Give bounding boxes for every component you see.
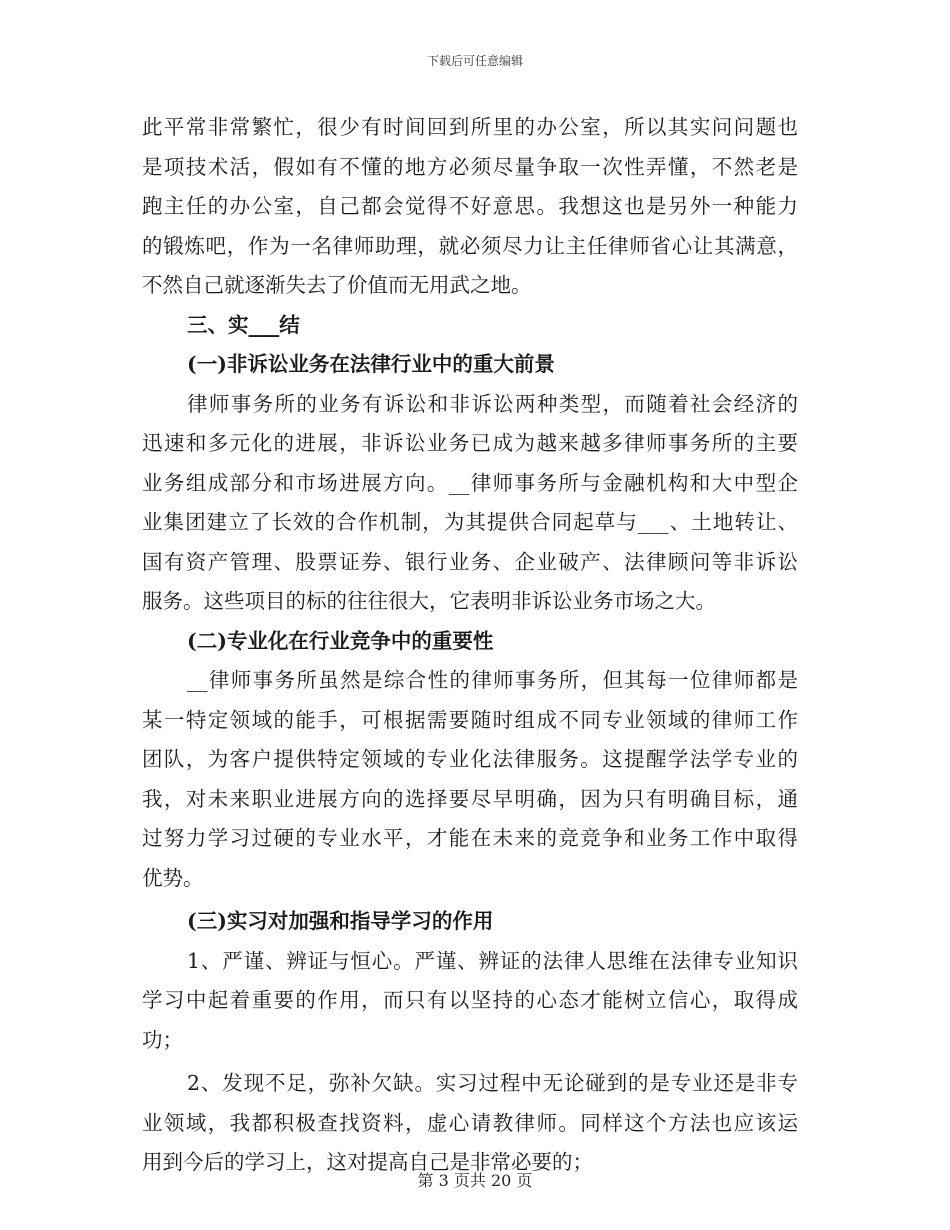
text-line: 用到今后的学习上，这对提高自己是非常必要的； — [142, 1150, 593, 1174]
page-number-footer: 第 3 页共 20 页 — [417, 1171, 533, 1190]
document-body — [142, 108, 798, 1183]
paragraph-point-1 — [142, 942, 798, 1061]
text-line: __律师事务所虽然是综合性的律师事务所，但其每一位律师都是 — [187, 668, 798, 692]
text-line: 1、严谨、辨证与恒心。严谨、辨证的法律人思维在法律专业知识 — [187, 948, 798, 973]
subsection-heading-1: (一)非诉讼业务在法律行业中的重大前景 — [187, 352, 555, 376]
text-line: 跑主任的办公室，自己都会觉得不好意思。我想这也是另外一种能力 — [142, 194, 798, 218]
page-header-note: 下载后可任意编辑 — [426, 54, 523, 68]
text-line: 国有资产管理、股票证券、银行业务、企业破产、法律顾问等非诉讼 — [142, 549, 798, 574]
text-line: 业集团建立了长效的合作机制，为其提供合同起草与___、土地转让、 — [142, 510, 798, 534]
text-line: 业务组成部分和市场进展方向。__律师事务所与金融机构和大中型企 — [142, 470, 798, 495]
text-line: 是项技术活，假如有不懂的地方必须尽量争取一次性弄懂，不然老是 — [142, 154, 798, 179]
text-line: 我，对未来职业进展方向的选择要尽早明确，因为只有明确目标，通 — [142, 786, 798, 811]
paragraph-non-litigation — [142, 385, 798, 622]
text-line: 2、发现不足，弥补欠缺。实习过程中无论碰到的是专业还是非专 — [187, 1071, 798, 1095]
text-line: 迅速和多元化的进展，非诉讼业务已成为越来越多律师事务所的主要 — [142, 431, 798, 455]
paragraph-point-2 — [142, 1064, 798, 1183]
text-line: 优势。 — [142, 865, 204, 890]
subsection-heading-3: (三)实习对加强和指导学习的作用 — [187, 909, 494, 933]
text-line: 团队，为客户提供特定领域的专业化法律服务。这提醒学法学专业的 — [142, 747, 798, 771]
text-line: 此平常非常繁忙，很少有时间回到所里的办公室，所以其实问问题也 — [142, 115, 798, 139]
text-line: 律师事务所的业务有诉讼和非诉讼两种类型，而随着社会经济的 — [187, 391, 798, 416]
paragraph-specialization — [142, 661, 798, 898]
subsection-heading-2: (二)专业化在行业竞争中的重要性 — [187, 628, 494, 653]
text-line: 功； — [142, 1027, 183, 1052]
paragraph-continued — [142, 108, 798, 306]
text-line: 过努力学习过硬的专业水平，才能在未来的竞竞争和业务工作中取得 — [142, 826, 798, 850]
text-line: 不然自己就逐渐失去了价值而无用武之地。 — [142, 273, 532, 297]
text-line: 某一特定领域的能手，可根据需要随时组成不同专业领域的律师工作 — [142, 707, 798, 732]
text-line: 的锻炼吧，作为一名律师助理，就必须尽力让主任律师省心让其满意， — [142, 233, 798, 258]
text-line: 服务。这些项目的标的往往很大，它表明非诉讼业务市场之大。 — [142, 589, 716, 613]
text-line: 学习中起着重要的作用，而只有以坚持的心态才能树立信心，取得成 — [142, 988, 798, 1012]
section-heading: 三、实___结 — [187, 312, 300, 337]
text-line: 业领域，我都积极查找资料，虚心请教律师。同样这个方法也应该运 — [142, 1110, 798, 1135]
